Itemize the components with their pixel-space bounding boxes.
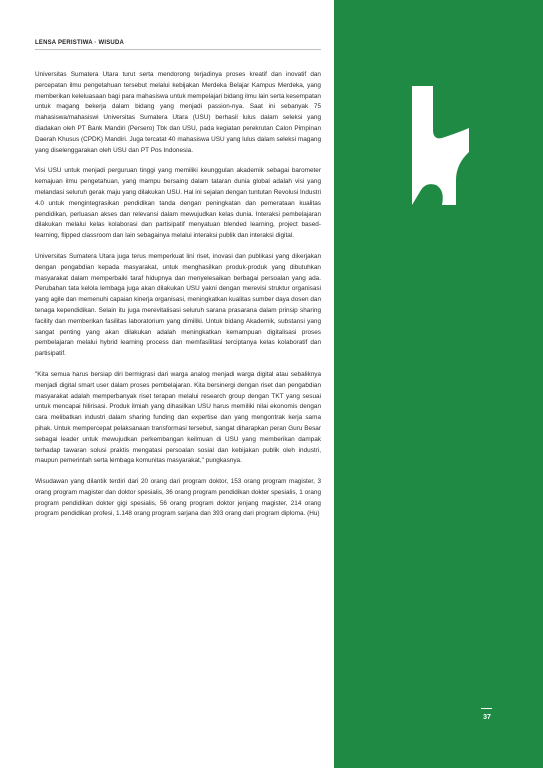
usu-k-logo-icon [412,86,469,205]
page-number: 37 [483,714,491,721]
article-paragraph: "Kita semua harus bersiap diri bermigrasi dari warga analog menjadi warga digital atau sebaliknya menjadi digital smart user dalam proses pembelajaran. Kita bersinergi dengan riset dan pengabdian masyarakat adalah memperbanyak riset terapan melalui research group dengan TKT yang sesuai untuk mencapai hilirisasi. Produk ilmiah yang dihasilkan USU harus memiliki nilai ekonomis dengan cara melibatkan industri dalam sharing funding dan expertise dan yang mengontrak kerja sama pihak. Untuk mempercepat pelaksanaan transformasi tersebut, sangat diharapkan peran Guru Besar sebagai leader untuk mewujudkan perkembangan keilmuan di USU yang memberikan dampak terhadap tawaran solusi praktis mengatasi persoalan sosial dan kebijakan publik oleh industri, maupun pemerintah serta lembaga komunitas masyarakat," pungkasnya. [35,370,321,465]
article-paragraph: Visi USU untuk menjadi perguruan tinggi yang memiliki keunggulan akademik sebagai barometer kemajuan ilmu pengetahuan, yang mampu bersaing dalam tataran dunia global adalah visi yang melandasi seluruh gerak maju yang dilakukan USU. Hal ini sejalan dengan tuntutan Revolusi Industri 4.0 untuk mengintegrasikan pendidikan tanda dengan peningkatan dan pemerataan kualitas pendidikan, perluasan akses dan relevansi dalam mewujudkan kelas dunia. Interaksi pembelajaran dilakukan melalui kelas kolaborasi dan partisipatif menyatuan blended learning, project based-learning, flipped classroom dan lain sebagainya melalui interaksi publik dan interaksi digital. [35,167,321,240]
article-paragraph: Universitas Sumatera Utara turut serta mendorong terjadinya proses kreatif dan inovatif dan percepatan ilmu pengetahuan tersebut melalui kebijakan Merdeka Belajar Kampus Merdeka, yang memberikan keleluasaan bagi para mahasiswa untuk mempelajari bidang ilmu lain serta kesempatan untuk magang bekerja dalam bidang yang menjadi passion-nya. Saat ini sebanyak 75 mahasiswa/mahasiswi Universitas Sumatera Utara (USU) berhasil lulus dalam seleksi yang diadakan oleh PT Bank Mandiri (Persero) Tbk dan USU, pada kegiatan perekrutan Calon Pimpinan Daerah Khusus (CPDK) Mandiri. Juga tercatat 40 mahasiswa USU yang lulus dalam seleksi magang yang diselenggarakan oleh USU dan PT Pos Indonesia. [35,71,321,154]
header-divider [35,49,321,50]
page-number-divider [481,708,492,709]
section-header: LENSA PERISTIWA · WISUDA [35,40,125,46]
article-body [35,70,321,530]
article-paragraph: Universitas Sumatera Utara juga terus memperkuat lini riset, inovasi dan publikasi yang dikerjakan dengan pengabdian kepada masyarakat, untuk menghasilkan produk-produk yang dibutuhkan masyarakat dalam memperbaiki taraf hidupnya dan menyelesaikan berbagai persoalan yang ada. Perubahan tata kelola lembaga juga akan dilakukan USU yakni dengan merevisi struktur organisasi yang agile dan memenuhi capaian kinerja organisasi, meningkatkan kualitas sumber daya dosen dan tenaga kependidikan. Selain itu juga merevitalisasi seluruh sarana prasarana dalam prinsip sharing facility dan memberikan fasilitas laboratorium yang dimiliki. Untuk bidang Akademik, substansi yang sangat penting yang akan dilakukan adalah meningkatkan kemampuan digitalisasi proses pembelajaran melalui hybrid learning process dan memfasilitasi terciptanya kelas kolaboratif dan partisipatif. [35,252,321,358]
article-paragraph: Wisudawan yang dilantik terdiri dari 20 orang dari program doktor, 153 orang program magister, 3 orang program magister dan doktor spesialis, 36 orang program pendidikan dokter spesialis, 1 orang program pendidikan dokter gigi spesialis, 56 orang program doktor jenjang magister, 214 orang program pendidikan profesi, 1.148 orang program sarjana dan 393 orang dari program diploma. (Hu) [35,478,321,518]
